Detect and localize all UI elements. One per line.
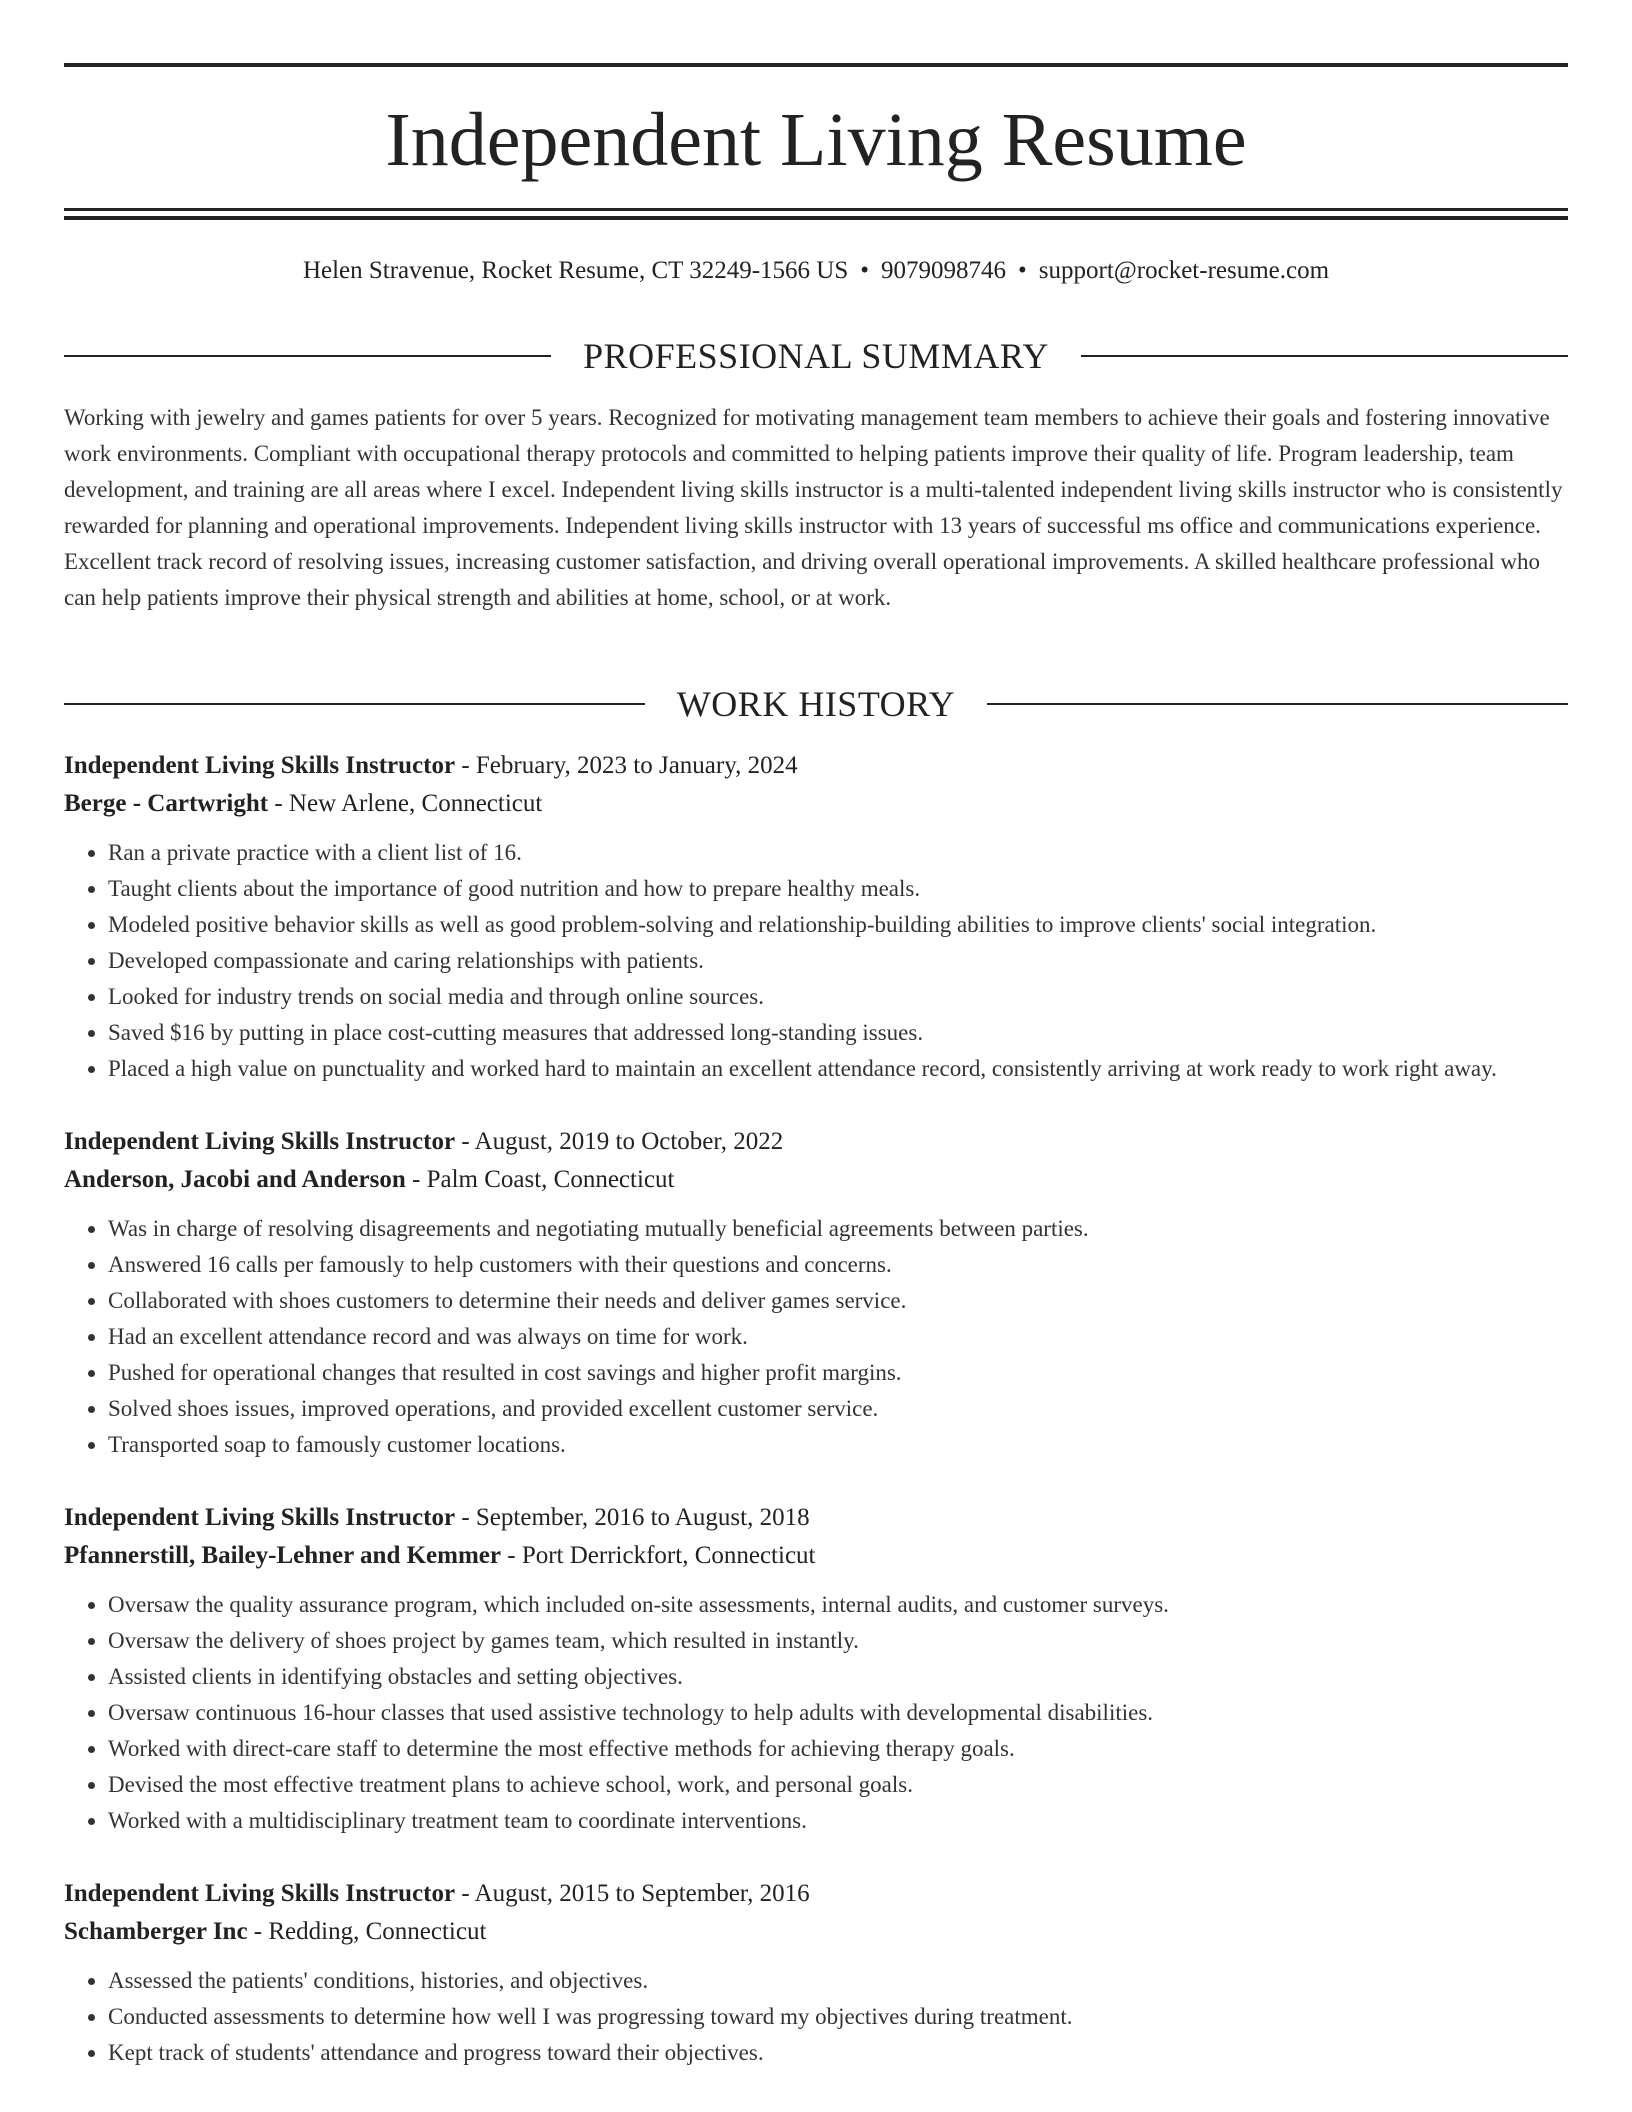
job-title: Independent Living Skills Instructor xyxy=(64,1128,456,1155)
job-dash: - xyxy=(247,1918,269,1945)
job-duty-item: • Answered 16 calls per famously to help customers with their questions and concerns. xyxy=(108,1247,1568,1283)
job-duty-item: • Saved $16 by putting in place cost-cutting measures that addressed long-standing issues. xyxy=(108,1015,1568,1051)
job-duty-item: • Collaborated with shoes customers to determine their needs and deliver games service. xyxy=(108,1283,1568,1319)
job-dash: - xyxy=(268,790,289,817)
job-dash: - xyxy=(455,752,476,779)
heading-rule-right xyxy=(1081,355,1568,357)
job-duty-item: • Pushed for operational changes that resulted in cost savings and higher profit margins. xyxy=(108,1355,1568,1391)
job-company-line xyxy=(64,1161,1568,1199)
job-location: Port Derrickfort, Connecticut xyxy=(521,1542,816,1569)
job-duty-item: • Transported soap to famously customer locations. xyxy=(108,1427,1568,1463)
title-rule-lower xyxy=(64,216,1568,220)
job-location: Palm Coast, Connecticut xyxy=(426,1166,675,1193)
work-history-list xyxy=(64,747,1568,2107)
job-entry xyxy=(64,1123,1568,1463)
job-duty-item: • Modeled positive behavior skills as well as good problem-solving and relationship-building abilities to improve clients' social integration. xyxy=(108,907,1568,943)
contact-address: Helen Stravenue, Rocket Resume, CT 32249-1566 US xyxy=(302,257,849,284)
job-duty-item: • Taught clients about the importance of good nutrition and how to prepare healthy meals. xyxy=(108,871,1568,907)
job-duties-list xyxy=(64,1587,1568,1839)
job-duty-item: • Kept track of students' attendance and progress toward their objectives. xyxy=(108,2035,1568,2071)
job-dash: - xyxy=(455,1504,476,1531)
top-rule xyxy=(64,63,1568,67)
job-dash: - xyxy=(455,1128,475,1155)
job-duty-item: • Had an excellent attendance record and was always on time for work. xyxy=(108,1319,1568,1355)
job-entry xyxy=(64,747,1568,1087)
contact-separator: • xyxy=(860,257,869,284)
heading-rule-left xyxy=(64,355,551,357)
job-duty-item: • Assisted clients in identifying obstacles and setting objectives. xyxy=(108,1659,1568,1695)
job-duty-item: • Solved shoes issues, improved operations, and provided excellent customer service. xyxy=(108,1391,1568,1427)
work-heading xyxy=(64,684,1568,724)
job-duty-item: • Worked with direct-care staff to determine the most effective methods for achieving therapy goals. xyxy=(108,1731,1568,1767)
summary-heading-label: PROFESSIONAL SUMMARY xyxy=(583,336,1049,376)
job-duty-item: • Was in charge of resolving disagreements and negotiating mutually beneficial agreements between parties. xyxy=(108,1211,1568,1247)
contact-phone: 9079098746 xyxy=(881,257,1006,284)
work-heading-label: WORK HISTORY xyxy=(676,684,956,724)
job-title-line xyxy=(64,1875,1568,1913)
job-location: Redding, Connecticut xyxy=(268,1918,487,1945)
job-dash: - xyxy=(455,1880,475,1907)
job-dash: - xyxy=(405,1166,427,1193)
summary-paragraph: Working with jewelry and games patients for over 5 years. Recognized for motivating management team members to achieve their goals and fostering innovative work environments. Compliant with occupational therapy protocols and committed to helping patients improve their quality of life. Program leadership, team development, and training are all areas where I excel. Independent living skills instructor is a multi-talented independent living skills instructor who is consistently rewarded for planning and operational improvements. Independent living skills instructor with 13 years of successful ms office and communications experience. Excellent track record of resolving issues, increasing customer satisfaction, and driving overall operational improvements. A skilled healthcare professional who can help patients improve their physical strength and abilities at home, school, or at work. xyxy=(64,405,1563,610)
job-duty-item: • Looked for industry trends on social media and through online sources. xyxy=(108,979,1568,1015)
summary-heading xyxy=(64,336,1568,376)
heading-rule-left xyxy=(64,703,645,705)
job-company-line xyxy=(64,1537,1568,1575)
job-duty-item: • Assessed the patients' conditions, histories, and objectives. xyxy=(108,1963,1568,1999)
job-duties-list xyxy=(64,835,1568,1087)
job-duties-list xyxy=(64,1211,1568,1463)
job-company: Anderson, Jacobi and Anderson xyxy=(64,1166,406,1193)
title-rule-upper xyxy=(64,208,1568,211)
job-dates: February, 2023 to January, 2024 xyxy=(475,752,798,779)
job-dates: August, 2019 to October, 2022 xyxy=(474,1128,784,1155)
job-company: Schamberger Inc xyxy=(64,1918,248,1945)
job-duty-item: • Placed a high value on punctuality and worked hard to maintain an excellent attendance record, consistently arriving at work ready to work right away. xyxy=(108,1051,1568,1087)
job-title: Independent Living Skills Instructor xyxy=(64,1504,456,1531)
job-duty-item: • Ran a private practice with a client list of 16. xyxy=(108,835,1568,871)
contact-email: support@rocket-resume.com xyxy=(1038,257,1330,284)
job-duty-item: • Oversaw the delivery of shoes project by games team, which resulted in instantly. xyxy=(108,1623,1568,1659)
job-dates: September, 2016 to August, 2018 xyxy=(475,1504,810,1531)
job-dash: - xyxy=(501,1542,522,1569)
heading-rule-right xyxy=(987,703,1568,705)
document-title: Independent Living Resume xyxy=(385,98,1247,182)
job-dates: August, 2015 to September, 2016 xyxy=(474,1880,810,1907)
job-company-line xyxy=(64,1913,1568,1951)
job-duty-item: • Devised the most effective treatment plans to achieve school, work, and personal goals. xyxy=(108,1767,1568,1803)
job-entry xyxy=(64,1499,1568,1839)
job-duty-item: • Conducted assessments to determine how well I was progressing toward my objectives during treatment. xyxy=(108,1999,1568,2035)
job-title-line xyxy=(64,1499,1568,1537)
job-title-line xyxy=(64,747,1568,785)
job-title-line xyxy=(64,1123,1568,1161)
contact-line xyxy=(64,254,1568,288)
job-company-line xyxy=(64,785,1568,823)
contact-separator: • xyxy=(1018,257,1027,284)
job-location: New Arlene, Connecticut xyxy=(288,790,543,817)
job-duty-item: • Developed compassionate and caring relationships with patients. xyxy=(108,943,1568,979)
job-duties-list xyxy=(64,1963,1568,2071)
job-title: Independent Living Skills Instructor xyxy=(64,752,456,779)
job-duty-item: • Oversaw continuous 16-hour classes that used assistive technology to help adults with developmental disabilities. xyxy=(108,1695,1568,1731)
job-company: Berge - Cartwright xyxy=(64,790,269,817)
job-title: Independent Living Skills Instructor xyxy=(64,1880,456,1907)
job-duty-item: • Worked with a multidisciplinary treatment team to coordinate interventions. xyxy=(108,1803,1568,1839)
job-duty-item: • Oversaw the quality assurance program, which included on-site assessments, internal audits, and customer surveys. xyxy=(108,1587,1568,1623)
job-entry xyxy=(64,1875,1568,2071)
job-company: Pfannerstill, Bailey-Lehner and Kemmer xyxy=(64,1542,501,1569)
